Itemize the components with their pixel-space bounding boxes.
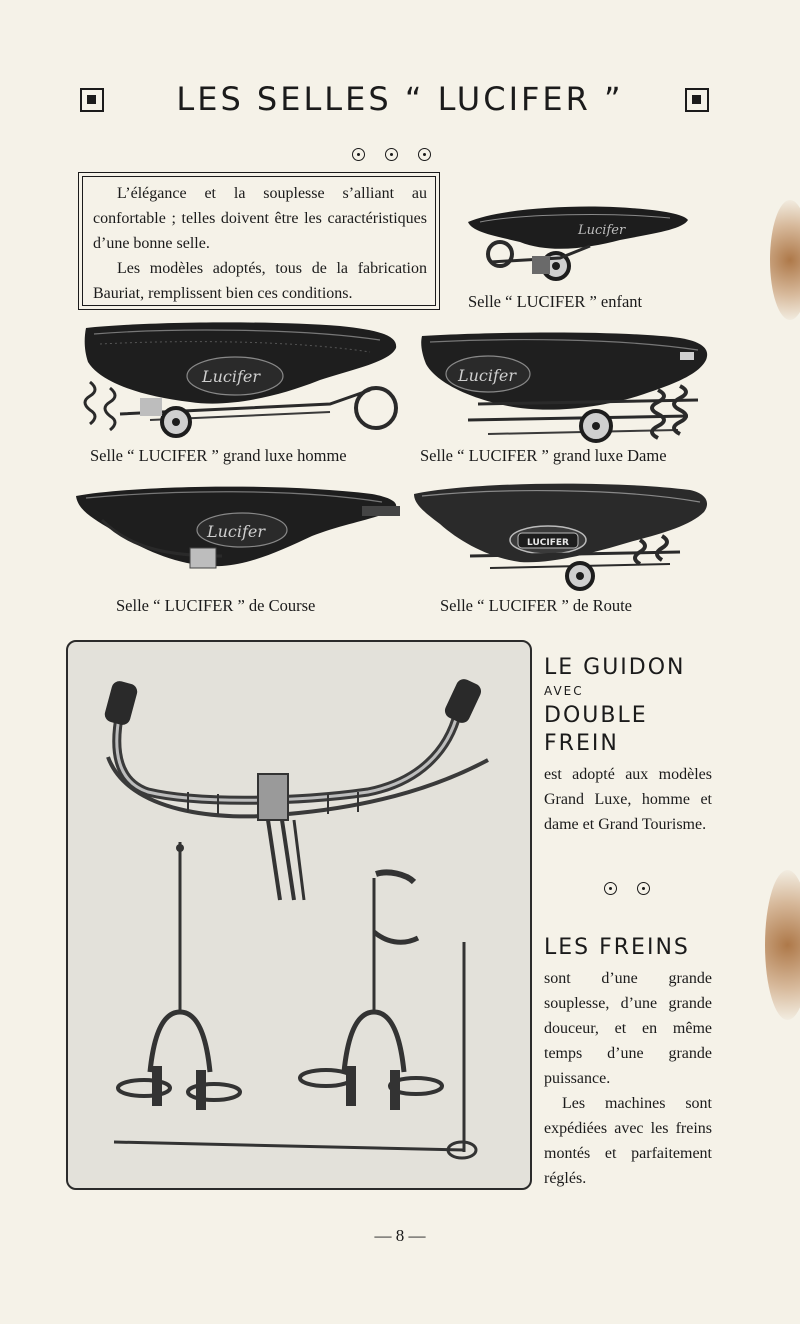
saddle-script-logo: Lucifer: [207, 522, 266, 541]
intro-paragraph: Les modèles adoptés, tous de la fabrication Bauriat, remplissent bien ces conditions.: [93, 260, 427, 302]
saddle-badge-logo: LUCIFER: [527, 538, 569, 548]
intro-box: [78, 172, 440, 310]
page-number: — 8 —: [374, 1226, 426, 1245]
saddle-grand-luxe-homme-image: [80, 318, 405, 446]
saddle-course-image: [72, 480, 402, 575]
corner-square-ornament: [685, 88, 709, 112]
freins-paragraph: sont d’une grande souplesse, d’une grande douceur, et en même temps d’une grande puissance.: [544, 970, 712, 1087]
freins-section: [544, 934, 712, 1191]
guidon-section: [544, 654, 712, 837]
circle-dot-icon: [418, 148, 431, 161]
page-title: LES SELLES “ LUCIFER ”: [176, 80, 624, 118]
guidon-heading: FREIN: [544, 731, 619, 756]
circle-dot-icon: [385, 148, 398, 161]
saddle-caption: Selle “ LUCIFER ” grand luxe Dame: [420, 446, 667, 465]
circle-dot-icon: [352, 148, 365, 161]
dot-ornament: [604, 882, 650, 895]
guidon-heading: DOUBLE: [544, 703, 648, 728]
saddle-script-logo: Lucifer: [578, 223, 626, 238]
circle-dot-icon: [604, 882, 617, 895]
freins-heading: LES FREINS: [544, 935, 690, 960]
freins-paragraph: Les machines sont expédiées avec les freins montés et parfaitement réglés.: [544, 1095, 712, 1187]
intro-paragraph: L’élégance et la souplesse s’alliant au confortable ; telles doivent être les caractéristiques d’une bonne selle.: [93, 185, 427, 252]
paper-stain: [765, 870, 800, 1020]
guidon-text: est adopté aux modèles Grand Luxe, homme et dame et Grand Tourisme.: [544, 766, 712, 833]
saddle-caption: Selle “ LUCIFER ” de Course: [116, 596, 316, 615]
corner-square-ornament: [80, 88, 104, 112]
guidon-subheading: AVEC: [544, 684, 584, 698]
saddle-caption: Selle “ LUCIFER ” de Route: [440, 596, 633, 615]
saddle-caption: Selle “ LUCIFER ” grand luxe homme: [90, 446, 347, 465]
circle-dot-icon: [637, 882, 650, 895]
handlebar-brake-photo: [66, 640, 532, 1190]
saddle-grand-luxe-dame-image: [418, 330, 713, 448]
saddle-script-logo: Lucifer: [458, 366, 517, 385]
saddle-route-image: [410, 478, 710, 593]
guidon-heading: LE GUIDON: [544, 655, 686, 680]
saddle-caption: Selle “ LUCIFER ” enfant: [468, 292, 643, 311]
saddle-script-logo: Lucifer: [202, 367, 261, 386]
paper-stain: [770, 200, 800, 320]
saddle-enfant-image: [460, 200, 695, 286]
dot-ornament: [352, 148, 431, 161]
